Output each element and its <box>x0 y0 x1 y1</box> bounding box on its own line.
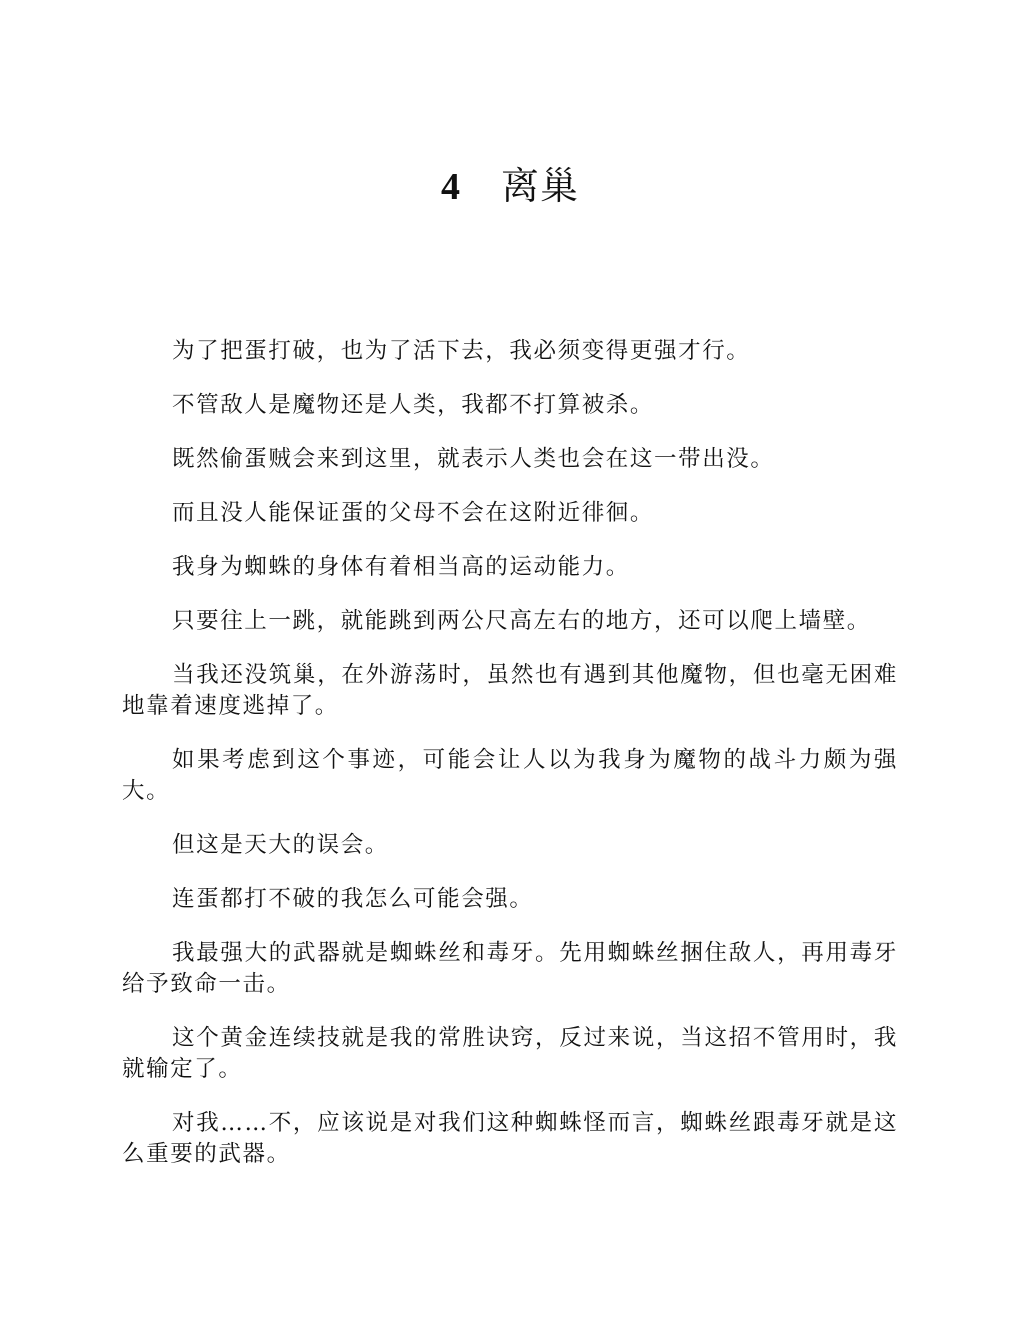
chapter-body <box>122 336 898 1193</box>
paragraph: 但这是天大的误会。 <box>172 832 389 858</box>
paragraph: 连蛋都打不破的我怎么可能会强。 <box>172 886 534 912</box>
paragraph: 既然偷蛋贼会来到这里，就表示人类也会在这一带出没。 <box>172 446 775 472</box>
paragraph: 为了把蛋打破，也为了活下去，我必须变得更强才行。 <box>172 338 751 364</box>
paragraph: 当我还没筑巢，在外游荡时，虽然也有遇到其他魔物，但也毫无困难地靠着速度逃掉了。 <box>122 662 898 719</box>
chapter-heading <box>0 160 1020 213</box>
paragraph: 如果考虑到这个事迹，可能会让人以为我身为魔物的战斗力颇为强大。 <box>122 747 898 804</box>
paragraph: 我最强大的武器就是蜘蛛丝和毒牙。先用蜘蛛丝捆住敌人，再用毒牙给予致命一击。 <box>122 940 898 997</box>
paragraph: 对我……不，应该说是对我们这种蜘蛛怪而言，蜘蛛丝跟毒牙就是这么重要的武器。 <box>122 1110 898 1167</box>
paragraph: 只要往上一跳，就能跳到两公尺高左右的地方，还可以爬上墙壁。 <box>172 608 871 634</box>
chapter-title: 离巢 <box>500 164 579 208</box>
paragraph: 而且没人能保证蛋的父母不会在这附近徘徊。 <box>172 500 655 526</box>
paragraph: 不管敌人是魔物还是人类，我都不打算被杀。 <box>172 392 655 418</box>
chapter-number: 4 <box>440 166 461 208</box>
paragraph: 这个黄金连续技就是我的常胜诀窍，反过来说，当这招不管用时，我就输定了。 <box>122 1025 898 1082</box>
paragraph: 我身为蜘蛛的身体有着相当高的运动能力。 <box>172 554 630 580</box>
